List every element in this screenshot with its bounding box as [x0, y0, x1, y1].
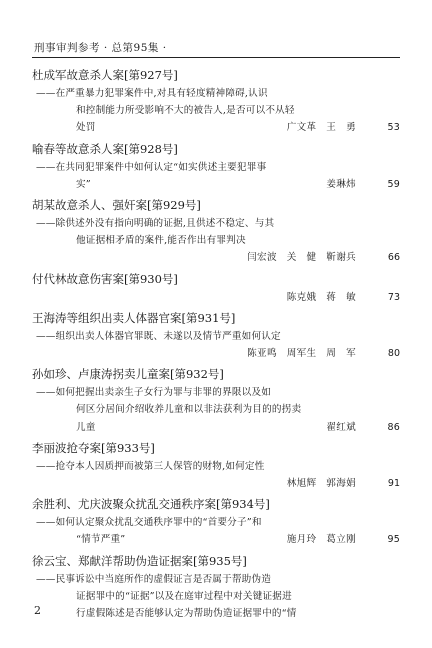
entry-page-number[interactable]: 53 — [387, 122, 400, 134]
entry-description-line — [32, 514, 400, 531]
description-text: 证据罪中的“证据”以及在庭审过程中对关键证据进 — [76, 590, 292, 602]
entry-title[interactable]: 李丽波抢夺案[第933号] — [32, 440, 155, 455]
entry-description-line — [32, 159, 400, 176]
entry-title[interactable]: 喻春等故意杀人案[第928号] — [32, 141, 178, 156]
entry-meta — [32, 345, 400, 362]
entry-authors: 林旭辉 郭海娟 — [286, 478, 356, 489]
table-of-contents — [32, 66, 400, 625]
description-text: 儿童 — [76, 421, 96, 433]
description-text: ——抢夺本人因质押而被第三人保管的财物,如何定性 — [36, 460, 265, 472]
entry-title[interactable]: 孙如珍、卢康涛拐卖儿童案[第932号] — [32, 367, 224, 382]
description-text: “情节严重” — [76, 534, 126, 546]
entry-description-line — [32, 605, 400, 622]
entry-description-line — [32, 85, 400, 102]
entry-authors: 施月玲 葛立刚 — [286, 534, 356, 546]
entry-page-number[interactable]: 73 — [387, 291, 400, 303]
entry-page-number[interactable]: 86 — [387, 421, 400, 433]
entry-description-line — [32, 176, 400, 193]
entry-title[interactable]: 王海涛等组织出卖人体器官案[第931号] — [32, 310, 236, 325]
entry-page-number[interactable]: 66 — [387, 252, 400, 264]
toc-entry[interactable] — [32, 140, 400, 193]
entry-title[interactable]: 付代林故意伤害案[第930号] — [32, 271, 178, 286]
entry-description-line — [32, 102, 400, 119]
entry-page-number[interactable]: 91 — [387, 478, 400, 489]
entry-description-line — [32, 458, 400, 475]
toc-entry[interactable] — [32, 439, 400, 492]
toc-entry[interactable] — [32, 270, 400, 306]
entry-title[interactable]: 杜成军故意杀人案[第927号] — [32, 68, 178, 82]
entry-meta — [32, 289, 400, 306]
toc-entry[interactable] — [32, 365, 400, 436]
description-text: 和控制能力所受影响不大的被告人,是否可以不从轻 — [76, 105, 295, 117]
description-text: 处罚 — [76, 122, 96, 134]
entry-authors: 翟红斌 — [326, 421, 356, 433]
entry-description-line — [32, 401, 400, 418]
entry-description-line — [32, 419, 400, 436]
entry-authors: 姜琳炜 — [326, 178, 356, 190]
entry-description-line — [32, 119, 400, 136]
entry-description-line — [32, 531, 400, 548]
entry-description-line — [32, 328, 400, 345]
toc-entry[interactable] — [32, 309, 400, 362]
entry-page-number[interactable]: 80 — [387, 348, 400, 359]
entry-title[interactable]: 余胜利、尤庆波聚众扰乱交通秩序案[第934号] — [32, 497, 270, 512]
description-text: ——在严重暴力犯罪案件中,对具有轻度精神障碍,认识 — [36, 88, 268, 99]
toc-entry[interactable] — [32, 66, 400, 137]
description-text: ——除供述外没有指向明确的证据,且供述不稳定、与其 — [36, 218, 275, 230]
entry-authors: 陈亚鸣 周军生 周 军 — [247, 348, 356, 359]
running-header: 刑事审判参考 · 总第95集 · — [34, 42, 167, 54]
toc-entry[interactable] — [32, 495, 400, 548]
entry-authors: 陈克娥 蒋 敏 — [286, 291, 356, 303]
entry-meta — [32, 475, 400, 492]
description-text: ——如何认定聚众扰乱交通秩序罪中的“首要分子”和 — [36, 517, 262, 529]
entry-title[interactable]: 胡某故意杀人、强奸案[第929号] — [32, 198, 201, 213]
description-text: ——如何把握出卖亲生子女行为罪与非罪的界限以及如 — [36, 387, 272, 399]
page-number: 2 — [34, 604, 41, 617]
entry-authors: 闫宏波 关 健 靳谢兵 — [247, 252, 356, 264]
entry-description-line — [32, 215, 400, 232]
entry-authors: 广文革 王 勇 — [286, 122, 356, 134]
entry-description-line — [32, 588, 400, 605]
description-text: 何区分居间介绍收养儿童和以非法获利为目的的拐卖 — [76, 404, 302, 416]
description-text: 他证据相矛盾的案件,能否作出有罪判决 — [76, 235, 246, 247]
entry-title[interactable]: 徐云宝、郑献洋帮助伪造证据案[第935号] — [32, 553, 247, 568]
entry-description-line — [32, 384, 400, 401]
toc-entry[interactable] — [32, 552, 400, 623]
entry-page-number[interactable]: 95 — [387, 534, 400, 546]
description-text: ——在共同犯罪案件中如何认定“如实供述主要犯罪事 — [36, 161, 267, 173]
entry-description-line — [32, 232, 400, 249]
description-text: 行虚假陈述是否能够认定为帮助伪造证据罪中的“情 — [76, 608, 297, 619]
entry-meta — [32, 249, 400, 266]
description-text: 实” — [76, 178, 91, 190]
description-text: ——民事诉讼中当庭所作的虚假证言是否属于帮助伪造 — [36, 573, 272, 585]
description-text: ——组织出卖人体器官罪既、未遂以及情节严重如何认定 — [36, 330, 281, 342]
header-rule — [32, 57, 400, 58]
entry-page-number[interactable]: 59 — [387, 178, 400, 190]
entry-description-line — [32, 571, 400, 588]
toc-entry[interactable] — [32, 196, 400, 267]
